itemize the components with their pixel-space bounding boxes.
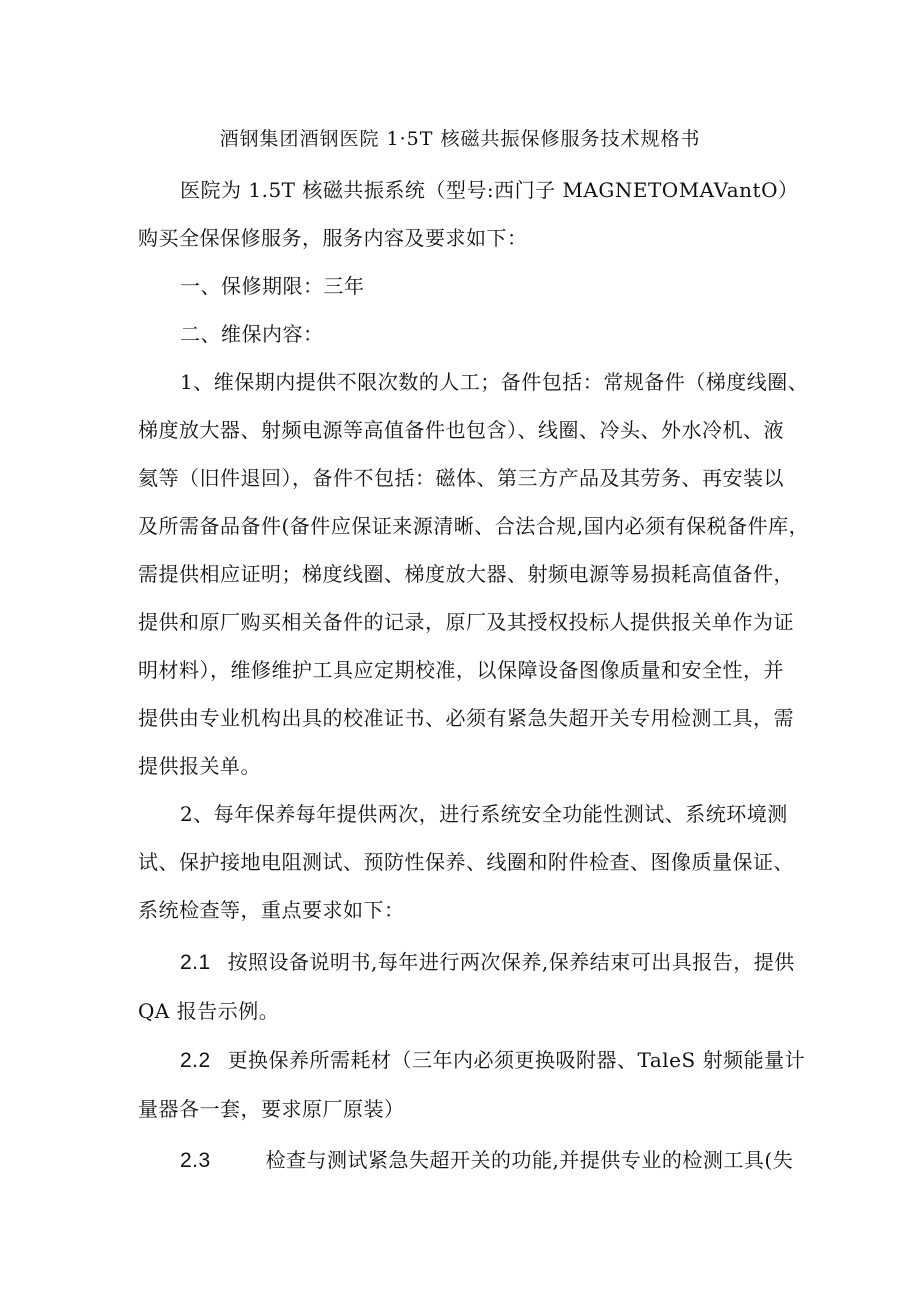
item-2-3-first-line	[138, 1136, 794, 1185]
item-2-1-text: 按照设备说明书,每年进行两次保养,保养结束可出具报告，提供	[227, 950, 795, 974]
item-2-paragraph	[138, 790, 794, 934]
item-1-line: 提供和原厂购买相关备件的记录，原厂及其授权投标人提供报关单作为证	[138, 610, 794, 634]
intro-line-2: 购买全保保修服务，服务内容及要求如下：	[138, 226, 528, 250]
item-1-line: 需提供相应证明；梯度线圈、梯度放大器、射频电源等易损耗高值备件，	[138, 562, 794, 586]
document-title: 酒钢集团酒钢医院 1·5T 核磁共振保修服务技术规格书	[219, 128, 701, 150]
item-2-2-text: 更换保养所需耗材（三年内必须更换吸附器、TaleS 射频能量计	[227, 1048, 806, 1072]
section-maintenance-content	[138, 310, 788, 358]
item-2-1-number: 2.1	[180, 951, 211, 974]
item-2-2-number: 2.2	[180, 1049, 211, 1072]
intro-paragraph	[138, 166, 799, 262]
item-2-1-paragraph	[138, 938, 795, 1035]
item-1-line: 氦等（旧件退回），备件不包括：磁体、第三方产品及其劳务、再安装以	[138, 466, 784, 490]
item-2-line: 试、保护接地电阻测试、预防性保养、线圈和附件检查、图像质量保证、	[138, 850, 794, 874]
item-1-line: 及所需备品备件(备件应保证来源清晰、合法合规,国内必须有保税备件库，	[138, 514, 810, 538]
item-2-2-second-line: 量器各一套，要求原厂原装）	[138, 1097, 405, 1121]
item-2-2-paragraph	[138, 1036, 806, 1133]
section-1-heading: 一、保修期限：三年	[180, 274, 365, 298]
item-2-3-number: 2.3	[180, 1149, 211, 1172]
item-1-line: 明材料），维修维护工具应定期校准，以保障设备图像质量和安全性，并	[138, 658, 784, 682]
item-2-1-first-line	[138, 938, 795, 987]
item-1-paragraph	[138, 358, 810, 790]
item-2-3-paragraph	[138, 1136, 794, 1185]
item-2-line: 2、每年保养每年提供两次，进行系统安全功能性测试、系统环境测	[180, 802, 788, 826]
item-2-3-text: 检查与测试紧急失超开关的功能,并提供专业的检测工具(失	[265, 1148, 794, 1172]
section-2-heading: 二、维保内容：	[180, 322, 324, 346]
item-2-line: 系统检查等，重点要求如下：	[138, 898, 405, 922]
intro-line-1: 医院为 1.5T 核磁共振系统（型号:西门子 MAGNETOMAVantO）	[180, 178, 799, 202]
item-1-line: 1、维保期内提供不限次数的人工；备件包括：常规备件（梯度线圈、	[180, 370, 809, 394]
section-warranty-period	[138, 262, 788, 310]
item-1-line: 梯度放大器、射频电源等高值备件也包含）、线圈、冷头、外水冷机、液	[138, 418, 784, 442]
item-1-line: 提供报关单。	[138, 754, 261, 778]
item-2-1-second-line: QA 报告示例。	[138, 999, 280, 1023]
item-2-2-first-line	[138, 1036, 806, 1085]
item-1-line: 提供由专业机构出具的校准证书、必须有紧急失超开关专用检测工具，需	[138, 706, 794, 730]
